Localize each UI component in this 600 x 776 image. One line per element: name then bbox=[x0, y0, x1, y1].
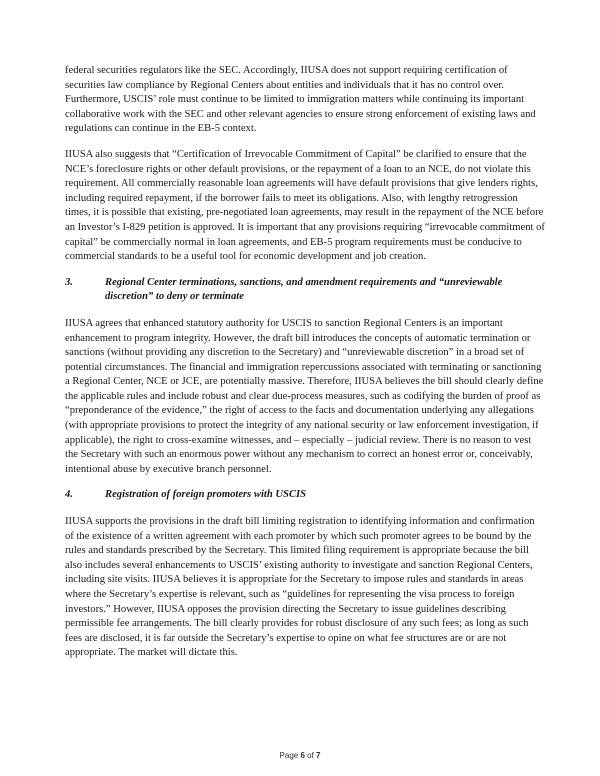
page-label: Page bbox=[279, 751, 301, 760]
section-heading-3 bbox=[65, 276, 545, 305]
section-number-4: 4. bbox=[65, 489, 73, 501]
section-number-3: 3. bbox=[65, 276, 73, 288]
page-footer bbox=[0, 751, 600, 760]
page-current: 6 bbox=[300, 751, 305, 760]
paragraph-irrevocable-capital: IIUSA also suggests that “Certification of Irrevocable Commitment of Capital” be clarified to ensure that the NCE’s foreclosure rights or other default provisions, or the repayment of a loan to an NCE, do not violate this requirement. All commercially reasonable loan agreements will have default provisions that give lenders rights, including required repayment, if the borrower fails to meet its obligations. Also, with lengthy retrogression times, it is possible that existing, pre-negotiated loan agreements, may result in the repayment of the NCE before an Investor’s I-829 petition is approved. It is important that any provisions requiring “irrevocable commitment of capital” be commercially normal in loan agreements, and EB-5 program requirements must be conducive to commercial standards to be a useful tool for economic development and job creation. bbox=[65, 148, 545, 263]
section-title-3: Regional Center terminations, sanctions, and amendment requirements and “unreviewable discretion” to deny or terminate bbox=[105, 276, 503, 303]
paragraph-sec-compliance: federal securities regulators like the SEC. Accordingly, IIUSA does not support requiring certification of securities law compliance by Regional Centers about entities and individuals that it has no control over. Furthermore, USCIS’ role must continue to be limited to immigration matters while continuing its important collaborative work with the SEC and other relevant agencies to ensure strong enforcement of existing laws and regulations can continue in the EB-5 context. bbox=[65, 65, 536, 135]
paragraph-sanctions: IIUSA agrees that enhanced statutory authority for USCIS to sanction Regional Centers is an important enhancement to program integrity. However, the draft bill introduces the concepts of automatic termination or sanctions (without providing any discretion to the Secretary) and “unreviewable discretion” in a broad set of potential circumstances. The financial and immigration repercussions associated with terminating or sanctioning a Regional Center, NCE or JCE, are potentially massive. Therefore, IIUSA believes the bill should clearly define the applicable rules and include robust and clear due-process measures, such as codifying the burden of proof as “preponderance of the evidence,” the right of access to the facts and documentation underlying any allegations (with appropriate provisions to protect the integrity of any national security or law enforcement investigation, if applicable), the right to cross-examine witnesses, and – especially – judicial review. There is no reason to vest the Secretary with such an enormous power without any mechanism to correct an honest error or, conceivably, intentional abuse by executive branch personnel. bbox=[65, 317, 544, 475]
section-title-4: Registration of foreign promoters with USCIS bbox=[105, 489, 307, 501]
document-body bbox=[65, 64, 545, 672]
paragraph-promoters: IIUSA supports the provisions in the draft bill limiting registration to identifying information and confirmation of the existence of a written agreement with each promoter by which such promoter agrees to be bound by the rules and standards prescribed by the Secretary. This limited filing requirement is appropriate because the bill also includes several enhancements to USCIS’ existing authority to investigate and sanction Regional Centers, including site visits. IIUSA believes it is appropriate for the Secretary to impose rules and standards in areas where the Secretary’s expertise is relevant, such as “guidelines for representing the visa process to foreign investors.” However, IIUSA opposes the provision directing the Secretary to issue guidelines describing permissible fee arrangements. The bill clearly provides for robust disclosure of any such fees; as long as such fees are disclosed, it is far outside the Secretary’s expertise to opine on what fee structures are or are not appropriate. The market will dictate this. bbox=[65, 516, 535, 659]
section-heading-4 bbox=[65, 488, 545, 503]
page-total: 7 bbox=[316, 751, 321, 760]
page-of-label: of bbox=[304, 751, 317, 760]
